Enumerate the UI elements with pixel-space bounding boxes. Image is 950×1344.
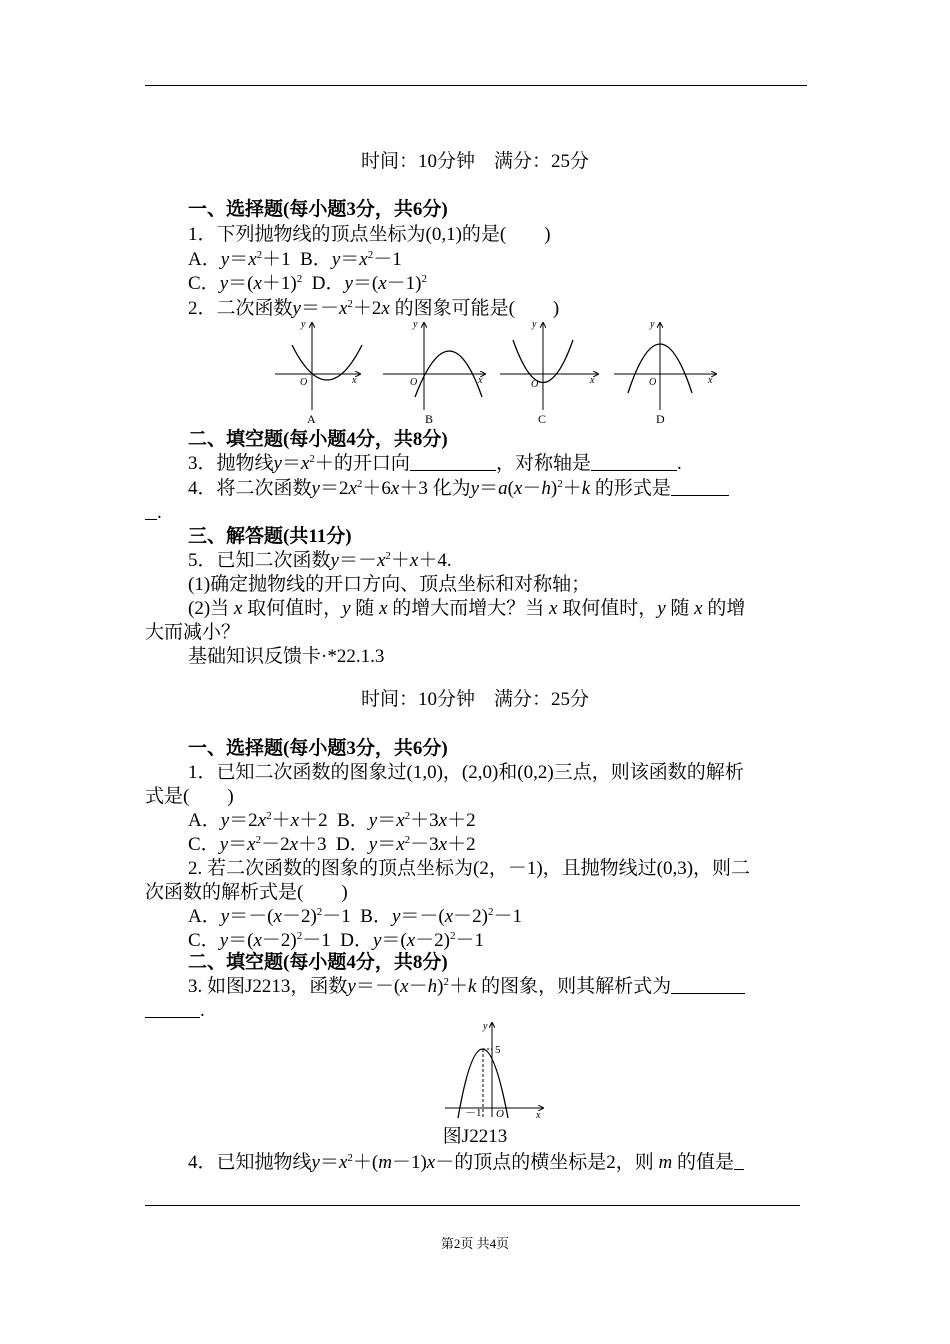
s2-question-2-line1: 2. 若二次函数的图象的顶点坐标为(2，－1)，且抛物线过(0,3)，则二: [188, 858, 751, 879]
s2-question-3: 3. 如图J2213，函数$y=-(x-h)^2+k$ 的图象，则其解析式为: [188, 975, 745, 999]
svg-text:y: y: [532, 319, 537, 330]
svg-text:y: y: [483, 1021, 488, 1032]
s2-question-4: 4．已知抛物线$y=x^2+(m-1)x-$的顶点的横坐标是2，则 m 的值是: [188, 1151, 744, 1175]
top-rule: [145, 85, 807, 86]
svg-text:y: y: [650, 319, 655, 330]
svg-text:x: x: [708, 375, 713, 386]
s1-q5-part2: (2)当 x 取何值时，y 随 x 的增大而增大？当 x 取何值时，y 随 x 的增: [188, 598, 746, 619]
section1-part3-heading: 三、解答题(共11分): [188, 526, 352, 547]
section1-time-limit: 时间：10分钟 满分：25分: [360, 151, 589, 172]
svg-text:5: 5: [495, 1044, 501, 1056]
graph-label-a: A: [307, 412, 316, 426]
s1-question-5: 5．已知二次函数$y=-x^2+x+4$.: [188, 550, 452, 571]
svg-text:O: O: [300, 377, 308, 388]
section2-part1-heading: 一、选择题(每小题3分，共6分): [188, 738, 448, 759]
graph-label-d: D: [656, 412, 665, 426]
svg-text:－1: －1: [465, 1107, 482, 1119]
s1-question-1: 1．下列抛物线的顶点坐标为(0,1)的是( ): [188, 224, 551, 245]
graph-d: [614, 319, 716, 410]
s2-question-2-line2: 次函数的解析式是( ): [145, 882, 348, 903]
section1-part2-heading: 二、填空题(每小题4分，共8分): [188, 429, 448, 450]
svg-text:O: O: [649, 377, 657, 388]
s2-q3-continuation: .: [145, 999, 205, 1023]
svg-text:O: O: [410, 377, 418, 388]
section1-part1-heading: 一、选择题(每小题3分，共6分): [188, 199, 448, 220]
bottom-rule: [145, 1205, 800, 1206]
s1-q4-continuation: .: [145, 501, 162, 525]
svg-text:y: y: [301, 319, 306, 330]
s1-q5-part2-continuation: 大而减小？: [145, 622, 241, 643]
svg-text:O: O: [496, 1108, 504, 1120]
s1-question-4: 4．将二次函数$y=2x^2+6x+3$ 化为$y=a(x-h)^2+k$ 的形式是: [188, 477, 729, 501]
graph-c: [500, 319, 598, 410]
s2-q1-options-cd: C．$y=x^2-2x+3$ D．$y=x^2-3x+2$: [188, 834, 476, 855]
s1-question-2: 2．二次函数$y=-x^2+2x$ 的图象可能是( ): [188, 298, 560, 319]
graph-a: [275, 319, 362, 410]
s2-q2-options-ab: A．$y=-(x-2)^2-1$ B．$y=-(x-2)^2-1$: [188, 906, 522, 927]
s2-q1-options-ab: A．$y=2x^2+x+2$ B．$y=x^2+3x+2$: [188, 810, 476, 831]
svg-text:x: x: [536, 1110, 541, 1120]
graph-b: [383, 319, 485, 410]
page-footer: 第2页 共4页: [440, 1236, 510, 1251]
svg-text:x: x: [352, 375, 357, 386]
s1-q1-options-cd: C．$y=(x+1)^2$ D．$y=(x-1)^2$: [188, 273, 427, 294]
s2-question-1-line2: 式是( ): [145, 786, 234, 807]
section2-time-limit: 时间：10分钟 满分：25分: [360, 689, 589, 710]
svg-text:O: O: [531, 379, 539, 390]
s2-q2-options-cd: C．$y=(x-2)^2-1$ D．$y=(x-2)^2-1$: [188, 930, 484, 951]
s1-question-3: 3．抛物线$y=x^2+$的开口向 ，对称轴是 .: [188, 453, 682, 474]
svg-text:y: y: [413, 319, 418, 330]
figure-j2213: [440, 1020, 560, 1120]
figure-caption: 图J2213: [442, 1126, 508, 1147]
svg-text:x: x: [478, 375, 483, 386]
graph-label-b: B: [425, 412, 434, 426]
card-title: 基础知识反馈卡·*22.1.3: [188, 646, 385, 667]
section2-part2-heading: 二、填空题(每小题4分，共8分): [188, 952, 448, 973]
graph-label-c: C: [538, 412, 547, 426]
s2-question-1-line1: 1．已知二次函数的图象过(1,0)，(2,0)和(0,2)三点，则该函数的解析: [188, 762, 744, 783]
s1-q1-options-ab: A．$y=x^2+1$ B．$y=x^2-1$: [188, 249, 402, 270]
svg-text:x: x: [590, 375, 595, 386]
s1-q5-part1: (1)确定抛物线的开口方向、顶点坐标和对称轴；: [188, 574, 591, 595]
q2-graph-options: [0, 315, 950, 425]
